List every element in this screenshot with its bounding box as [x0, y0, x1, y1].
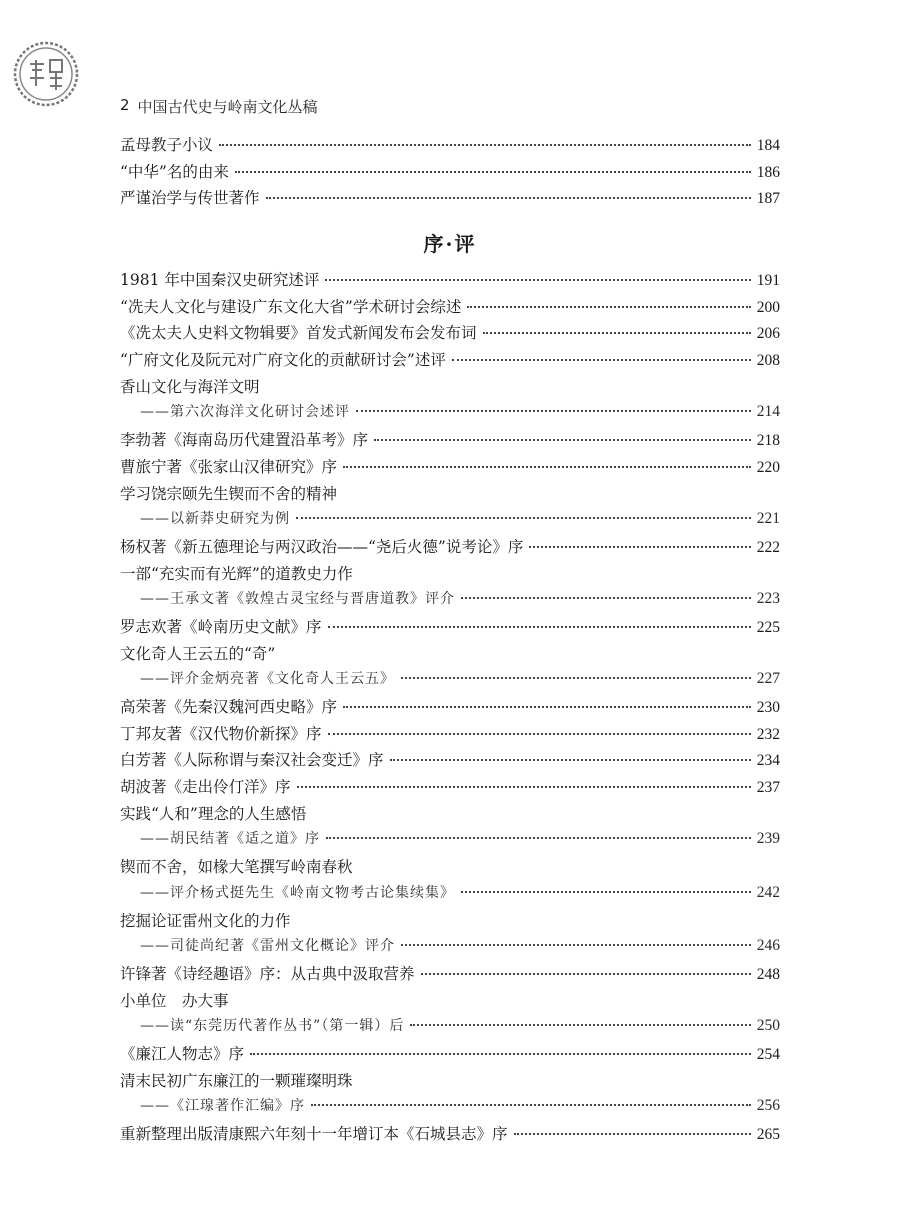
toc-entry-title: ——第六次海洋文化研讨会述评 [140, 404, 350, 421]
library-stamp-icon [12, 40, 80, 108]
toc-entry-title: ——胡民结著《适之道》序 [140, 831, 320, 848]
toc-entry[interactable] [120, 989, 780, 1016]
toc-entry-title: 罗志欢著《岭南历史文献》序 [120, 617, 322, 636]
toc-entry-title: 重新整理出版清康熙六年刻十一年增订本《石城县志》序 [120, 1125, 508, 1143]
toc-subtitle-entry[interactable] [120, 401, 780, 428]
toc-entry[interactable] [120, 962, 780, 989]
toc-entry-title: 高荣著《先秦汉魏河西史略》序 [120, 698, 338, 716]
toc-entry-title: 锲而不舍，如椽大笔撰写岭南春秋 [120, 858, 353, 877]
dot-leader [514, 1133, 751, 1135]
toc-entry-title: 学习饶宗颐先生锲而不舍的精神 [120, 484, 338, 503]
toc-entry-title: “广府文化及阮元对广府文化的贡献研讨会”述评 [120, 351, 446, 370]
toc-entry-title: 小单位 办大事 [120, 991, 229, 1010]
toc-entry-title: 严谨治学与传世著作 [120, 189, 260, 208]
dot-leader [390, 759, 751, 761]
toc-entry-page: 200 [756, 298, 780, 316]
toc-subtitle-entry[interactable] [120, 882, 780, 909]
toc-entry-title: 许锋著《诗经趣语》序：从古典中汲取营养 [120, 964, 415, 983]
toc-entry[interactable] [120, 160, 780, 187]
toc-entry[interactable] [120, 802, 780, 829]
toc-entry-page: 256 [756, 1097, 780, 1115]
dot-leader [219, 144, 751, 146]
toc-entry[interactable] [120, 348, 780, 375]
dot-leader [325, 279, 750, 281]
toc-entry-title: ——评介金炳亮著《文化奇人王云五》 [140, 671, 395, 688]
dot-leader [250, 1053, 751, 1055]
toc-entry-page: 239 [756, 830, 780, 848]
toc-entry[interactable] [120, 1122, 780, 1149]
toc-entry-page: 232 [756, 725, 780, 743]
toc-entry-page: 242 [756, 883, 780, 901]
toc-entry-page: 225 [756, 618, 780, 636]
dot-leader [328, 626, 751, 628]
toc-subtitle-entry[interactable] [120, 1095, 780, 1122]
toc-entry-title: 香山文化与海洋文明 [120, 377, 260, 396]
toc-entry-page: 248 [756, 965, 780, 983]
toc-entry-title: 清末民初广东廉江的一颗璀璨明珠 [120, 1071, 353, 1090]
toc-entry-title: 孟母教子小议 [120, 136, 214, 154]
dot-leader [235, 171, 751, 173]
toc-entry[interactable] [120, 482, 780, 509]
toc-entry[interactable] [120, 855, 780, 882]
page-number: 2 [120, 96, 130, 114]
toc-entry-title: ——司徒尚纪著《雷州文化概论》评介 [140, 938, 395, 955]
toc-entry[interactable] [120, 1069, 780, 1096]
dot-leader [421, 973, 751, 975]
dot-leader [401, 677, 751, 679]
toc-entry[interactable] [120, 775, 780, 802]
toc-entry-page: 246 [756, 937, 780, 955]
dot-leader [374, 439, 751, 441]
dot-leader [461, 597, 751, 599]
toc-entry-page: 221 [756, 510, 780, 528]
dot-leader [467, 306, 750, 308]
toc-entry[interactable] [120, 1042, 780, 1069]
toc-entry-title: 李勃著《海南岛历代建置沿革考》序 [120, 431, 369, 450]
toc-entry-page: 237 [756, 779, 780, 797]
dot-leader [297, 786, 751, 788]
toc-entry-page: 230 [756, 699, 780, 716]
dot-leader [343, 466, 751, 468]
dot-leader [401, 944, 751, 946]
toc-entry-page: 234 [756, 752, 780, 770]
toc-entry[interactable] [120, 748, 780, 775]
toc-entry[interactable] [120, 695, 780, 722]
toc-entry-title: ——王承文著《敦煌古灵宝经与晋唐道教》评介 [140, 591, 455, 608]
toc-entry-title: 《冼太夫人史料文物辑要》首发式新闻发布会发布词 [120, 324, 477, 343]
toc-entry-page: 206 [756, 325, 780, 343]
toc-entry-title: 挖掘论证雷州文化的力作 [120, 911, 291, 930]
toc-entry[interactable] [120, 186, 780, 213]
toc-entry-page: 191 [756, 272, 780, 289]
toc-entry-title: 《廉江人物志》序 [120, 1044, 245, 1063]
toc-entry-page: 184 [756, 137, 780, 154]
toc-subtitle-entry[interactable] [120, 588, 780, 615]
toc-subtitle-entry[interactable] [120, 668, 780, 695]
toc-entry[interactable] [120, 642, 780, 669]
toc-entry-title: 一部“充实而有光辉”的道教史力作 [120, 564, 353, 583]
dot-leader [483, 332, 751, 334]
toc-entry-page: 214 [756, 403, 780, 421]
toc-entry-page: 186 [756, 163, 780, 181]
toc-entry-page: 187 [756, 190, 780, 208]
toc-subtitle-entry[interactable] [120, 828, 780, 855]
dot-leader [296, 517, 751, 519]
toc-entry-title: 胡波著《走出伶仃洋》序 [120, 778, 291, 797]
toc-entry[interactable] [120, 295, 780, 322]
toc-entry[interactable] [120, 268, 780, 295]
toc-entry-page: 218 [756, 432, 780, 450]
toc-entry-title: ——以新莽史研究为例 [140, 511, 290, 528]
toc-entry-title: 白芳著《人际称谓与秦汉社会变迁》序 [120, 751, 384, 770]
toc-entry[interactable] [120, 133, 780, 160]
toc-entry-page: 250 [756, 1017, 780, 1035]
toc-entry-page: 220 [756, 458, 780, 476]
toc-entry-title: “中华”名的由来 [120, 162, 229, 181]
dot-leader [356, 410, 751, 412]
toc-entry-title: 曹旅宁著《张家山汉律研究》序 [120, 457, 338, 476]
toc-entry-title: 丁邦友著《汉代物价新探》序 [120, 724, 322, 743]
toc-entry[interactable] [120, 321, 780, 348]
dot-leader [326, 837, 751, 839]
toc-entry-page: 254 [756, 1045, 780, 1063]
toc-entry[interactable] [120, 535, 780, 562]
dot-leader [529, 546, 750, 548]
toc-entry[interactable] [120, 375, 780, 402]
toc-entry-title: 杨权著《新五德理论与两汉政治——“尧后火德”说考论》序 [120, 537, 524, 556]
toc-entry-title: “冼夫人文化与建设广东文化大省”学术研讨会综述 [120, 297, 462, 316]
toc-entry-page: 222 [756, 538, 780, 556]
toc-entry-page: 227 [756, 670, 780, 688]
dot-leader [452, 359, 751, 361]
toc-entry-page: 223 [756, 590, 780, 608]
toc-entry-title: 1981 年中国秦汉史研究述评 [120, 271, 320, 289]
toc-entry-title: ——评介杨式挺先生《岭南文物考古论集续集》 [140, 884, 455, 901]
toc-entry-title: ——《江瑔著作汇编》序 [140, 1098, 305, 1115]
dot-leader [266, 197, 751, 199]
toc-entry[interactable] [120, 455, 780, 482]
toc-list-main [120, 268, 780, 1149]
section-heading: 序·评 [423, 232, 477, 256]
toc-subtitle-entry[interactable] [120, 508, 780, 535]
toc-entry-title: 文化奇人王云五的“奇” [120, 644, 276, 663]
dot-leader [461, 891, 751, 893]
toc-subtitle-entry[interactable] [120, 1015, 780, 1042]
toc-entry-title: 实践“人和”理念的人生感悟 [120, 804, 307, 823]
toc-list-top [120, 133, 780, 213]
toc-entry-page: 265 [756, 1126, 780, 1143]
dot-leader [410, 1024, 750, 1026]
toc-entry[interactable] [120, 909, 780, 936]
toc-entry[interactable] [120, 722, 780, 749]
toc-entry-title: ——读“东莞历代著作丛书”（第一辑）后 [140, 1018, 405, 1035]
toc-entry[interactable] [120, 428, 780, 455]
toc-entry[interactable] [120, 615, 780, 642]
toc-subtitle-entry[interactable] [120, 935, 780, 962]
dot-leader [311, 1104, 751, 1106]
book-title: 中国古代史与岭南文化丛稿 [137, 98, 318, 116]
dot-leader [328, 733, 751, 735]
dot-leader [343, 706, 751, 708]
toc-entry-page: 208 [756, 352, 780, 370]
running-header [120, 96, 318, 117]
toc-entry[interactable] [120, 562, 780, 589]
